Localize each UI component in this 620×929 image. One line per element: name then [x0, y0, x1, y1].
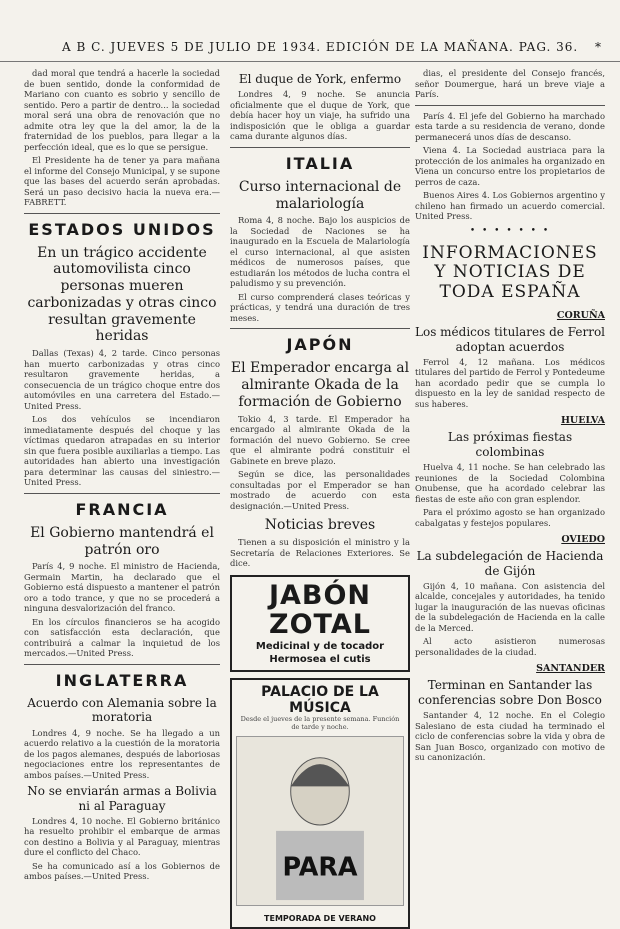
article-paragraph: Tienen a su disposición el ministro y la Secretaría de Relaciones Exteriores. Se dice. — [230, 537, 410, 569]
headline-gijon: La subdelegación de Hacienda de Gijón — [416, 549, 604, 578]
article-paragraph: Se ha comunicado así a los Gobiernos de ambos países.—United Press. — [24, 860, 220, 882]
advert-poster-illustration — [236, 736, 404, 906]
column-middle — [230, 68, 410, 923]
divider — [24, 664, 220, 665]
article-paragraph: Dallas (Texas) 4, 2 tarde. Cinco personas han muerto carbonizadas y otras cinco resultaron gravemente heridas, a consecuencia de un trágico choque entre dos automóviles en una carretera del Estado.—United Press. — [24, 348, 220, 411]
article-paragraph: Santander 4, 12 noche. En el Colegio Salesiano de esta ciudad ha terminado el ciclo de conferencias sobre la vida y obra de San Juan Bosco, organizado con motivo de su canonización. — [415, 710, 605, 763]
advert-tagline: Hermosea el cutis — [269, 654, 371, 666]
article-paragraph: dad moral que tendrá a hacerle la sociedad de buen sentido, donde la conformidad de Mariano con cuanto es sobrio y sencillo de sentido. Pero a partir de dentro... la sociedad moral será una obra de renovación que no admite otra ley que la del amor, la de la fraternidad de los pueblos, para llegar a la perfección ideal, que es lo que se persigue. — [24, 68, 220, 152]
article-paragraph: Los dos vehículos se incendiaron inmediatamente después del choque y las víctimas quedaron atrapadas en su interior sin que fuera posible auxiliarlas a tiempo. Las autoridades han abierto una investigación para determinar las causas del siniestro.—United Press. — [24, 414, 220, 488]
section-title-francia: FRANCIA — [75, 499, 169, 519]
article-paragraph: Buenos Aires 4. Los Gobiernos argentino y chileno han firmado un acuerdo comercial. United Press. — [415, 190, 605, 221]
article-paragraph: Londres 4, 10 noche. El Gobierno británico ha resuelto prohibir el embarque de armas con destino a Bolivia y al Paraguay, mientras dure el conflicto del Chaco. — [24, 815, 220, 858]
headline-colombinas: Las próximas fiestas colombinas — [447, 430, 573, 459]
headline-armas: No se enviarán armas a Bolivia ni al Paraguay — [27, 784, 217, 813]
divider — [230, 328, 410, 329]
headline-malariologia: Curso internacional de malariología — [238, 178, 402, 212]
article-paragraph: Viena 4. La Sociedad austriaca para la protección de los animales ha organizado en Viena un concurso entre los propietarios de perros de caza. — [415, 145, 605, 187]
advert-tagline: Medicinal y de tocador — [255, 641, 385, 653]
article-paragraph: Roma 4, 8 noche. Bajo los auspicios de la Sociedad de Naciones se ha inaugurado en la Escuela de Malariología el curso internacional, al que asisten médicos de numerosos países, que estudiarán los métodos de lucha contra el paludismo y su prevención. — [230, 215, 410, 289]
advert-film-title: PARA — [282, 851, 358, 883]
headline-don-bosco: Terminan en Santander las conferencias sobre Don Bosco — [418, 678, 602, 707]
advert-jabon-zotal — [230, 575, 410, 672]
article-paragraph: Huelva 4, 11 noche. Se han celebrado las reuniones de la Sociedad Colombina Onubense, que ha acordado celebrar las fiestas de este año con gran esplendor. — [415, 462, 605, 504]
advert-subtext: Desde el jueves de la presente semana. Función de tarde y noche. — [240, 715, 400, 731]
article-paragraph: Al acto asistieron numerosas personalidades de la ciudad. — [415, 636, 605, 657]
article-paragraph: Ferrol 4, 12 mañana. Los médicos titulares del partido de Ferrol y Pontedeume han acordado pedir que se cumpla lo dispuesto en la ley de sanidad respecto de sus haberes. — [415, 356, 605, 409]
column-right — [415, 68, 605, 858]
headline-ferrol: Los médicos titulares de Ferrol adoptan acuerdos — [415, 325, 606, 354]
city-label-oviedo: OVIEDO — [561, 534, 605, 546]
advert-palacio-musica — [230, 678, 410, 929]
advert-brand: PALACIO DE LA MÚSICA — [261, 684, 379, 717]
ornament-divider: • • • • • • • — [469, 225, 551, 236]
headline-noticias-breves: Noticias breves — [264, 517, 376, 534]
article-paragraph: París 4, 9 noche. El ministro de Hacienda, Germain Martin, ha declarado que el Gobierno está dispuesto a mantener el patrón oro a todo trance, y que no se procederá a ninguna desvalorización del franco. — [24, 561, 220, 614]
section-title-inglaterra: INGLATERRA — [55, 670, 189, 690]
article-paragraph: Londres 4, 9 noche. Se anuncia oficialmente que el duque de York, que debía hacer hoy un viaje, ha sufrido una indisposición que le obliga a guardar cama durante algunos días. — [230, 89, 410, 142]
section-title-espana: INFORMACIONES Y NOTICIAS DE TODA ESPAÑA — [422, 242, 598, 302]
article-paragraph: El Presidente ha de tener ya para mañana el informe del Consejo Municipal, y se supone que las bases del acuerdo serán aprobadas. Será un paso decisivo hacia la nueva era.—FABRETT. — [24, 155, 220, 207]
article-paragraph: París 4. El jefe del Gobierno ha marchado esta tarde a su residencia de verano, donde permanecerá unos días de descanso. — [415, 110, 605, 142]
article-paragraph: El curso comprenderá clases teóricas y prácticas, y tendrá una duración de tres meses. — [230, 291, 410, 323]
advert-season: TEMPORADA DE VERANO — [264, 913, 376, 923]
city-label-santander: SANTANDER — [536, 663, 605, 675]
article-paragraph: Tokio 4, 3 tarde. El Emperador ha encargado al almirante Okada de la formación del nuevo Gobierno. Se cree que el almirante podrá constituir el Gabinete en breve plazo. — [230, 413, 410, 466]
article-paragraph: Gijón 4, 10 mañana. Con asistencia del alcalde, concejales y autoridades, ha tenido lugar la inauguración de las nuevas oficinas de la subdelegación de Hacienda en la calle de la Merced. — [415, 580, 605, 633]
city-label-huelva: HUELVA — [560, 415, 605, 427]
article-paragraph: En los círculos financieros se ha acogido con satisfacción esta declaración, que contribuirá a calmar la inquietud de los mercados.—United Press. — [24, 616, 220, 659]
page-header-text: A B C. JUEVES 5 DE JULIO DE 1934. EDICIÓN DE LA MAÑANA. PAG. 36. — [62, 40, 579, 54]
divider — [230, 147, 410, 148]
header-asterisk: * — [595, 40, 602, 54]
column-left — [24, 68, 220, 882]
section-title-estados-unidos: ESTADOS UNIDOS — [28, 219, 216, 239]
section-title-japon: JAPÓN — [286, 335, 354, 355]
section-title-italia: ITALIA — [285, 153, 355, 173]
article-paragraph: Según se dice, las personalidades consultadas por el Emperador se han mostrado de acuerdo con esta designación.—United Press. — [230, 469, 410, 511]
divider — [24, 493, 220, 494]
divider — [415, 105, 605, 106]
headline-duque-york: El duque de York, enfermo — [238, 72, 402, 86]
headline-moratoria: Acuerdo con Alemania sobre la moratoria — [27, 695, 217, 725]
article-paragraph: dias, el presidente del Consejo francés, señor Doumergue, hará un breve viaje a París. — [415, 68, 605, 99]
article-paragraph: Londres 4, 9 noche. Se ha llegado a un acuerdo relativo a la cuestión de la moratoria de los pagos alemanes, después de laboriosas negociaciones entre los representantes de ambos países.—United Press. — [24, 727, 220, 780]
advert-brand: JABÓN ZOTAL — [268, 579, 372, 641]
headline-okada: El Emperador encarga al almirante Okada de la formación de Gobierno — [230, 360, 410, 411]
article-paragraph: Para el próximo agosto se han organizado cabalgatas y festejos populares. — [415, 507, 605, 528]
city-label-coruna: CORUÑA — [556, 310, 605, 322]
headline-patron-oro: El Gobierno mantendrá el patrón oro — [30, 524, 214, 558]
headline-accidente: En un trágico accidente automovilista cinco personas mueren carbonizadas y otras cinco resultan gravemente heridas — [27, 244, 217, 345]
page-header — [0, 40, 620, 62]
divider — [24, 213, 220, 214]
